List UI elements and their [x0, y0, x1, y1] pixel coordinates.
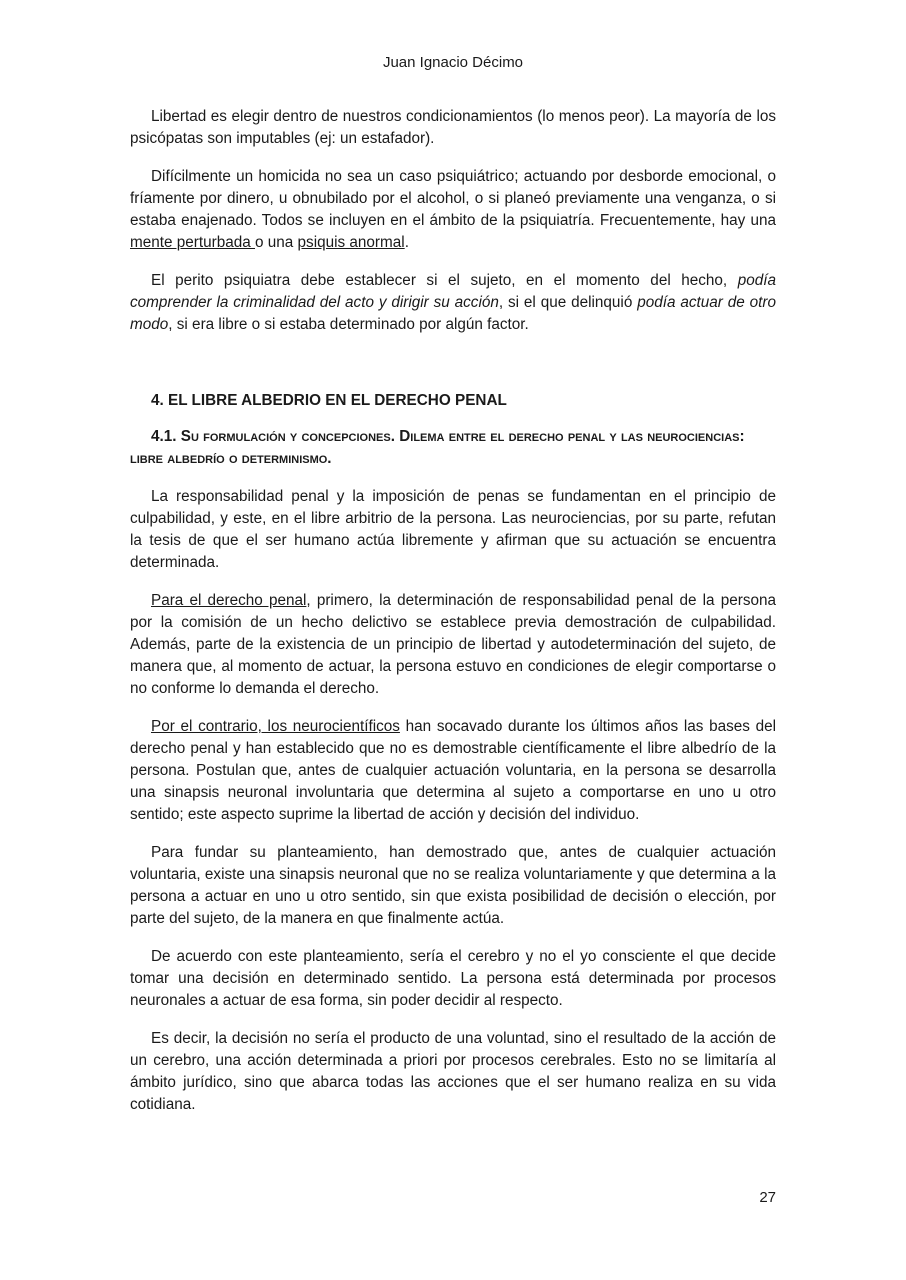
paragraph-libertad: Libertad es elegir dentro de nuestros condicionamientos (lo menos peor). La mayoría de los psicópatas son imputables (ej: un estafador).: [130, 108, 776, 147]
paragraph-text: , si era libre o si estaba determinado por algún factor.: [168, 316, 529, 333]
section-heading: 4. EL LIBRE ALBEDRIO EN EL DERECHO PENAL: [151, 392, 507, 409]
page-header: [0, 53, 906, 73]
paragraph-planteamiento: Para fundar su planteamiento, han demostrado que, antes de cualquier actuación voluntaria, existe una sinapsis neuronal que no se realiza voluntariamente y que determina a la persona a actuar en uno u otro sentido, sin que exista posibilidad de decisión o elección, por parte del sujeto, de la manera en que finalmente actúa.: [130, 844, 776, 927]
underlined-phrase: Para el derecho penal: [151, 592, 307, 609]
paragraph-responsabilidad: La responsabilidad penal y la imposición de penas se fundamentan en el principio de culpabilidad, y este, en el libre arbitrio de la persona. Las neurociencias, por su parte, refutan la tesis de que el ser humano actúa libremente y afirman que su actuación se encuentra determinada.: [130, 488, 776, 571]
paragraph-neurocientificos: [130, 716, 776, 826]
underlined-phrase: Por el contrario, los neurocientíficos: [151, 718, 400, 735]
paragraph-text: Difícilmente un homicida no sea un caso psiquiátrico; actuando por desborde emocional, o fríamente por dinero, u obnubilado por el alcohol, o si planeó previamente una venganza, o si estaba enajenado. Todos se incluyen en el ámbito de la psiquiatría. Frecuentemente, hay una: [130, 168, 776, 229]
paragraph-cerebro: De acuerdo con este planteamiento, sería el cerebro y no el yo consciente el que decide tomar una decisión en determinado sentido. La persona está determinada por procesos neuronales a actuar de esa forma, sin poder decidir al respecto.: [130, 948, 776, 1009]
paragraph-text: , si el que delinquió: [498, 294, 638, 311]
paragraph-text: El perito psiquiatra debe establecer si el sujeto, en el momento del hecho,: [151, 272, 738, 289]
document-body: [130, 106, 776, 1132]
page-number: 27: [759, 1189, 776, 1206]
subsection-heading: 4.1. Su formulación y concepciones. Dilema entre el derecho penal y las neurociencias: libre albedrío o determinismo.: [130, 428, 745, 467]
paragraph-text: o una: [255, 234, 298, 251]
paragraph-derecho-penal: [130, 590, 776, 700]
header-author: Juan Ignacio Décimo: [382, 54, 524, 71]
paragraph-text: .: [404, 234, 409, 251]
paragraph-decision: Es decir, la decisión no sería el producto de una voluntad, sino el resultado de la acción de un cerebro, una acción determinada a priori por procesos cerebrales. Esto no se limitaría al ámbito jurídico, sino que abarca todas las acciones que el ser humano realiza en su vida cotidiana.: [130, 1030, 776, 1113]
paragraph-perito: [130, 270, 776, 336]
italic-phrase: podía comprender la criminalidad del acto y dirigir su acción: [130, 272, 776, 311]
underlined-phrase: psiquis anormal: [297, 234, 405, 251]
paragraph-text: , primero, la determinación de responsabilidad penal de la persona por la comisión de un hecho delictivo se establece previa demostración de culpabilidad. Además, parte de la existencia de un principio de libertad y autodeterminación del sujeto, de manera que, al momento de actuar, la persona estuvo en condiciones de elegir comportarse o no conforme lo demanda el derecho.: [130, 592, 776, 697]
italic-phrase: podía actuar de otro modo: [130, 294, 776, 333]
paragraph-homicida: [130, 166, 776, 254]
paragraph-text: han socavado durante los últimos años las bases del derecho penal y han establecido que no es demostrable científicamente el libre albedrío de la persona. Postulan que, antes de cualquier actuación voluntaria, en la persona se desarrolla una sinapsis neuronal involuntaria que determina al sujeto a comportarse en uno u otro sentido; este aspecto suprime la libertad de acción y decisión del individuo.: [130, 718, 776, 823]
underlined-phrase: mente perturbada: [130, 234, 256, 251]
